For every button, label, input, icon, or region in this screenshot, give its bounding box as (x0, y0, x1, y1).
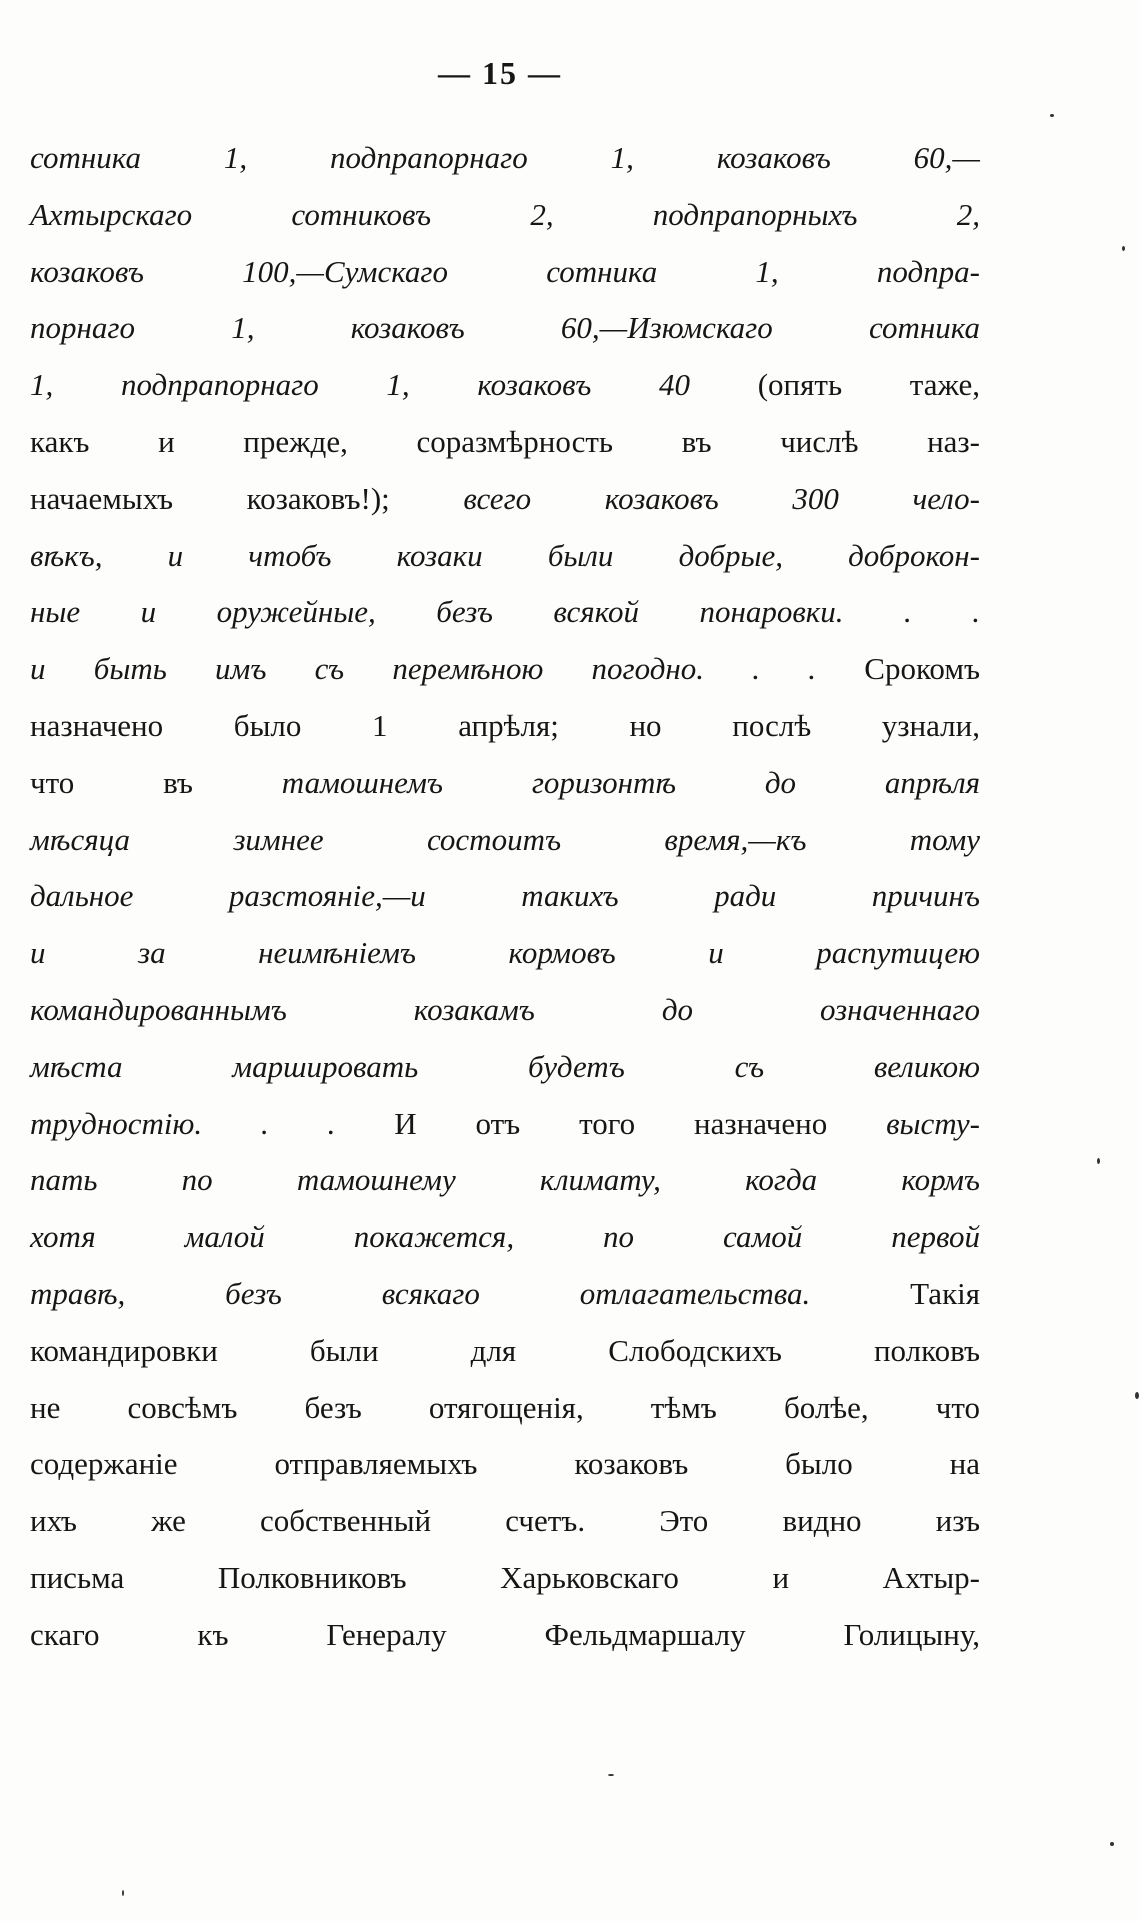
text-line (30, 187, 980, 244)
italic-text-segment: дальное разстояніе,—и такихъ ради причинъ (30, 878, 980, 914)
italic-text-segment: мѣсяца зимнее состоитъ время,—къ тому (30, 821, 980, 857)
italic-text-segment: и быть имъ съ перемѣною погодно. . . (30, 651, 865, 687)
text-line (30, 641, 980, 698)
italic-text-segment: мѣста маршировать будетъ съ великою (30, 1048, 980, 1084)
italic-text-segment: ные и оружейные, безъ всякой понаровки. . . (30, 594, 980, 630)
italic-text-segment: козаковъ 100,—Сумскаго сотника 1, подпра- (30, 253, 980, 289)
text-line (30, 982, 980, 1039)
text-line (30, 300, 980, 357)
italic-text-segment: высту- (886, 1105, 981, 1141)
ink-speck (1135, 1392, 1139, 1399)
italic-text-segment: пать по тамошнему климату, когда кормъ (30, 1162, 980, 1198)
ink-speck (1050, 114, 1054, 117)
italic-text-segment: сотника 1, подпрапорнаго 1, козаковъ 60,— (30, 140, 980, 175)
roman-text-segment: начаемыхъ козаковъ!); (30, 480, 464, 516)
italic-text-segment: 1, подпрапорнаго 1, козаковъ 40 (30, 367, 758, 403)
text-line (30, 414, 980, 471)
italic-text-segment: тамошнемъ горизонтѣ до апрѣля (281, 764, 980, 800)
text-line (30, 925, 980, 982)
roman-text-segment: Срокомъ (864, 651, 980, 687)
page-number: — 15 — (438, 55, 562, 91)
text-line (30, 584, 980, 641)
text-line (30, 1323, 980, 1380)
roman-text-segment: скаго къ Генералу Фельдмаршалу Голицыну, (30, 1616, 980, 1652)
text-line (30, 244, 980, 301)
text-line (30, 812, 980, 869)
text-line (30, 1550, 980, 1607)
italic-text-segment: и за неимѣніемъ кормовъ и распутицею (30, 935, 980, 971)
roman-text-segment: Такія (910, 1275, 980, 1311)
ink-speck (608, 1774, 614, 1776)
italic-text-segment: командированнымъ козакамъ до означеннаго (30, 991, 980, 1027)
text-line (30, 1039, 980, 1096)
italic-text-segment: вѣкъ, и чтобъ козаки были добрые, доброкон- (30, 537, 980, 573)
text-line (30, 1607, 980, 1664)
text-line (30, 1436, 980, 1493)
roman-text-segment: содержаніе отправляемыхъ козаковъ было на (30, 1446, 980, 1482)
italic-text-segment: хотя малой покажется, по самой первой (30, 1219, 980, 1255)
text-line (30, 1209, 980, 1266)
roman-text-segment: И отъ того назначено (394, 1105, 887, 1141)
ink-speck (122, 1890, 124, 1896)
italic-text-segment: порнаго 1, козаковъ 60,—Изюмскаго сотника (30, 310, 980, 346)
text-line (30, 698, 980, 755)
italic-text-segment: Ахтырскаго сотниковъ 2, подпрапорныхъ 2, (30, 196, 980, 232)
roman-text-segment: ихъ же собственный счетъ. Это видно изъ (30, 1503, 980, 1539)
roman-text-segment: (опять таже, (757, 367, 980, 403)
text-line (30, 471, 980, 528)
roman-text-segment: какъ и прежде, соразмѣрность въ числѣ наз- (30, 423, 980, 459)
italic-text-segment: всего козаковъ 300 чело- (463, 480, 980, 516)
ink-speck (1122, 246, 1125, 251)
roman-text-segment: письма Полковниковъ Харьковскаго и Ахтыр- (30, 1559, 980, 1595)
ink-speck (1110, 1842, 1114, 1846)
roman-text-segment: назначено было 1 апрѣля; но послѣ узнали, (30, 707, 980, 743)
italic-text-segment: трудностію. . . (30, 1105, 395, 1141)
ink-speck (1097, 1158, 1100, 1164)
text-line (30, 1152, 980, 1209)
text-line (30, 1493, 980, 1550)
roman-text-segment: не совсѣмъ безъ отягощенія, тѣмъ болѣе, что (30, 1389, 980, 1425)
italic-text-segment: травѣ, безъ всякаго отлагательства. (30, 1275, 911, 1311)
roman-text-segment: командировки были для Слободскихъ полковъ (30, 1332, 980, 1368)
text-line (30, 1266, 980, 1323)
text-line (30, 1380, 980, 1437)
text-line (30, 1096, 980, 1153)
text-line (30, 755, 980, 812)
text-line (30, 868, 980, 925)
text-block (30, 130, 980, 1664)
text-line (30, 357, 980, 414)
roman-text-segment: что въ (30, 764, 282, 800)
text-line (30, 528, 980, 585)
text-line (30, 130, 980, 187)
